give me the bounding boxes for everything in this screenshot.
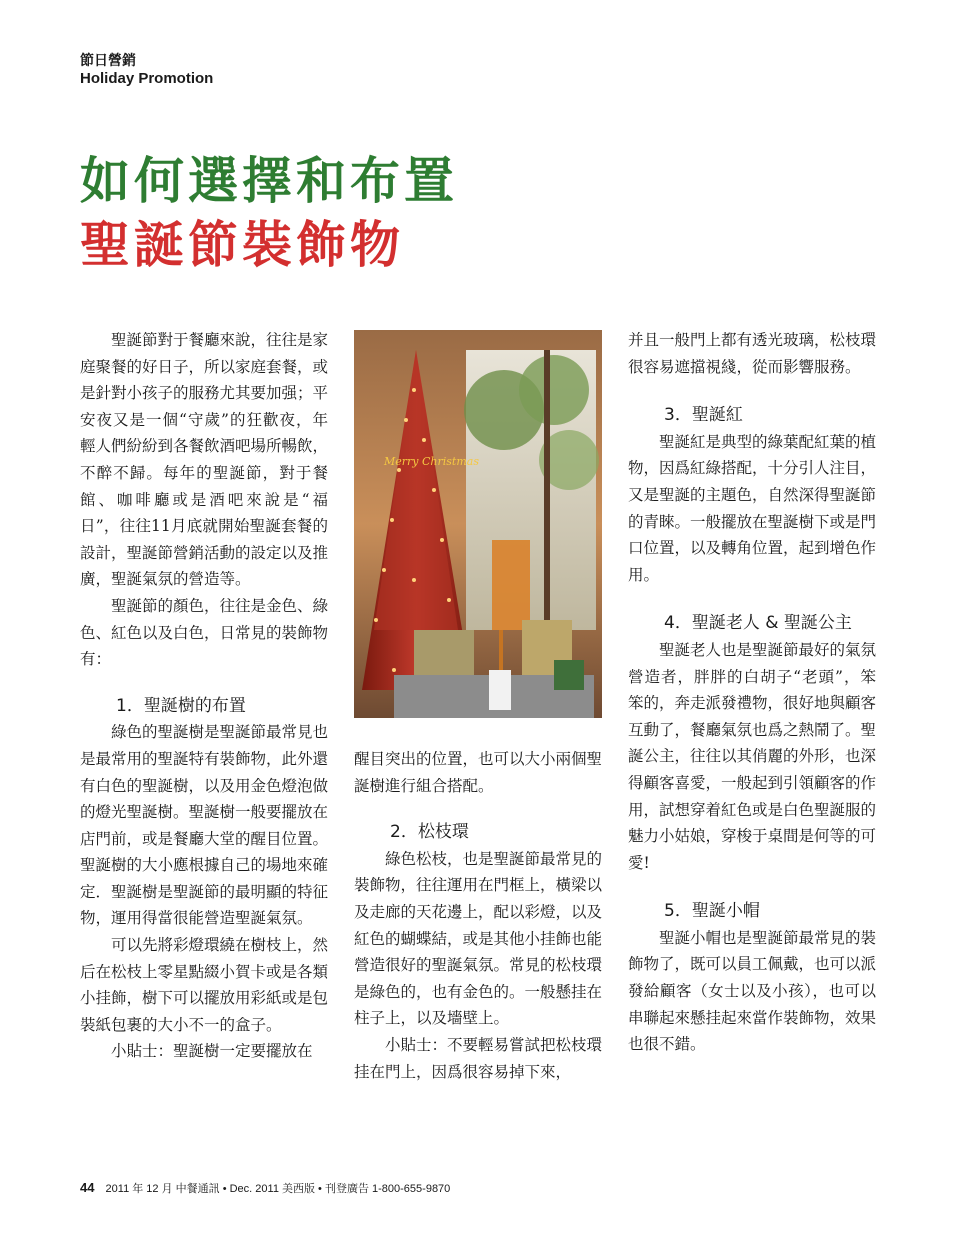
paragraph-tree-lights: 可以先將彩燈環繞在樹枝上，然后在松枝上零星點綴小賀卡或是各類小挂飾，樹下可以擺放用彩紙或是包裝紙包裹的大小不一的盒子。 (80, 936, 329, 1034)
article-title-line1: 如何選擇和布置 (80, 151, 458, 210)
heading-poinsettia: 3．聖誕紅 (664, 405, 743, 426)
paragraph-santa: 聖誕老人也是聖誕節最好的氣氛營造者，胖胖的白胡子“老頭”，笨笨的，奔走派發禮物，很好地與顧客互動了，餐廳氣氛也爲之熱鬧了。聖誕公主，往往以其俏麗的外形，也深得顧客喜愛，一般起到引領顧客的作用，試想穿着紅色或是白色聖誕服的魅力小姑娘，穿梭于桌間是何等的可愛! (628, 640, 877, 872)
paragraph-tree-tip: 小貼士：聖誕樹一定要擺放在 (111, 1042, 313, 1061)
page-footer (80, 1180, 450, 1196)
paragraph-tree-tip-cont: 醒目突出的位置，也可以大小兩個聖誕樹進行組合搭配。 (354, 750, 603, 795)
heading-santa-princess: 4．聖誕老人 & 聖誕公主 (664, 613, 852, 634)
paragraph-tree: 綠色的聖誕樹是聖誕節最常見也是最常用的聖誕特有裝飾物，此外還有白色的聖誕樹，以及用金色燈泡做的燈光聖誕樹。聖誕樹一般要擺放在店門前，或是餐廳大堂的醒目位置。聖誕樹的大小應根據自己的場地來確定．聖誕樹是聖誕節的最明顯的特征物，運用得當很能營造聖誕氣氛。 (80, 723, 329, 928)
merry-christmas-sign: Merry Christmas (384, 455, 479, 468)
page-number: 44 (80, 1180, 95, 1195)
paragraph-pine: 綠色松枝，也是聖誕節最常見的裝飾物，往往運用在門框上，橫梁以及走廊的天花邊上，配以彩燈，以及紅色的蝴蝶結，或是其他小挂飾也能營造很好的聖誕氣氛。常見的松枝環是綠色的，也有金色的。一般懸挂在柱子上，以及墻壁上。 (354, 849, 603, 1028)
section-label-chinese: 節日營銷 (80, 53, 136, 69)
paragraph-poinsettia: 聖誕紅是典型的綠葉配紅葉的植物，因爲紅綠搭配，十分引人注目，又是聖誕的主題色，自然深得聖誕節的青睞。一般擺放在聖誕樹下或是門口位置，以及轉角位置，起到增色作用。 (628, 432, 877, 584)
footer-publication-info: 2011 年 12 月 中餐通訊 • Dec. 2011 美西版 • 刊登廣告 1-800-655-9870 (105, 1183, 451, 1195)
heading-pine-wreath: 2．松枝環 (390, 822, 469, 843)
article-column-2 (354, 746, 602, 1085)
section-label-english: Holiday Promotion (80, 70, 214, 87)
heading-christmas-tree: 1．聖誕樹的布置 (116, 695, 246, 716)
paragraph-intro: 聖誕節對于餐廳來說，往往是家庭聚餐的好日子，所以家庭套餐，或是針對小孩子的服務尤其要加强；平安夜又是一個“守歲”的狂歡夜，年輕人們紛紛到各餐飲酒吧場所暢飲，不醉不歸。每年的聖誕節，對于餐館、咖啡廳或是酒吧來說是“福日”，往往11月底就開始聖誕套餐的設計，聖誕節營銷活動的設定以及推廣，聖誕氣氛的營造等。 (80, 331, 329, 589)
paragraph-colors: 聖誕節的顏色，往往是金色、綠色、紅色以及白色，日常見的裝飾物有： (80, 596, 329, 669)
article-column-1 (80, 327, 328, 1065)
article-column-3 (628, 327, 876, 1058)
paragraph-pine-tip-cont: 并且一般門上都有透光玻璃，松枝環很容易遮擋視綫，從而影響服務。 (628, 331, 877, 376)
christmas-tree-photo (354, 330, 602, 718)
article-title-line2: 聖誕節裝飾物 (80, 215, 404, 274)
heading-christmas-hat: 5．聖誕小帽 (664, 901, 760, 922)
paragraph-pine-tip: 小貼士：不要輕易嘗試把松枝環挂在門上，因爲很容易掉下來， (354, 1035, 603, 1081)
paragraph-hat: 聖誕小帽也是聖誕節最常見的裝飾物了，既可以員工佩戴，也可以派發給顧客（女士以及小孩），也可以串聯起來懸挂起來當作裝飾物，效果也很不錯。 (628, 928, 877, 1054)
